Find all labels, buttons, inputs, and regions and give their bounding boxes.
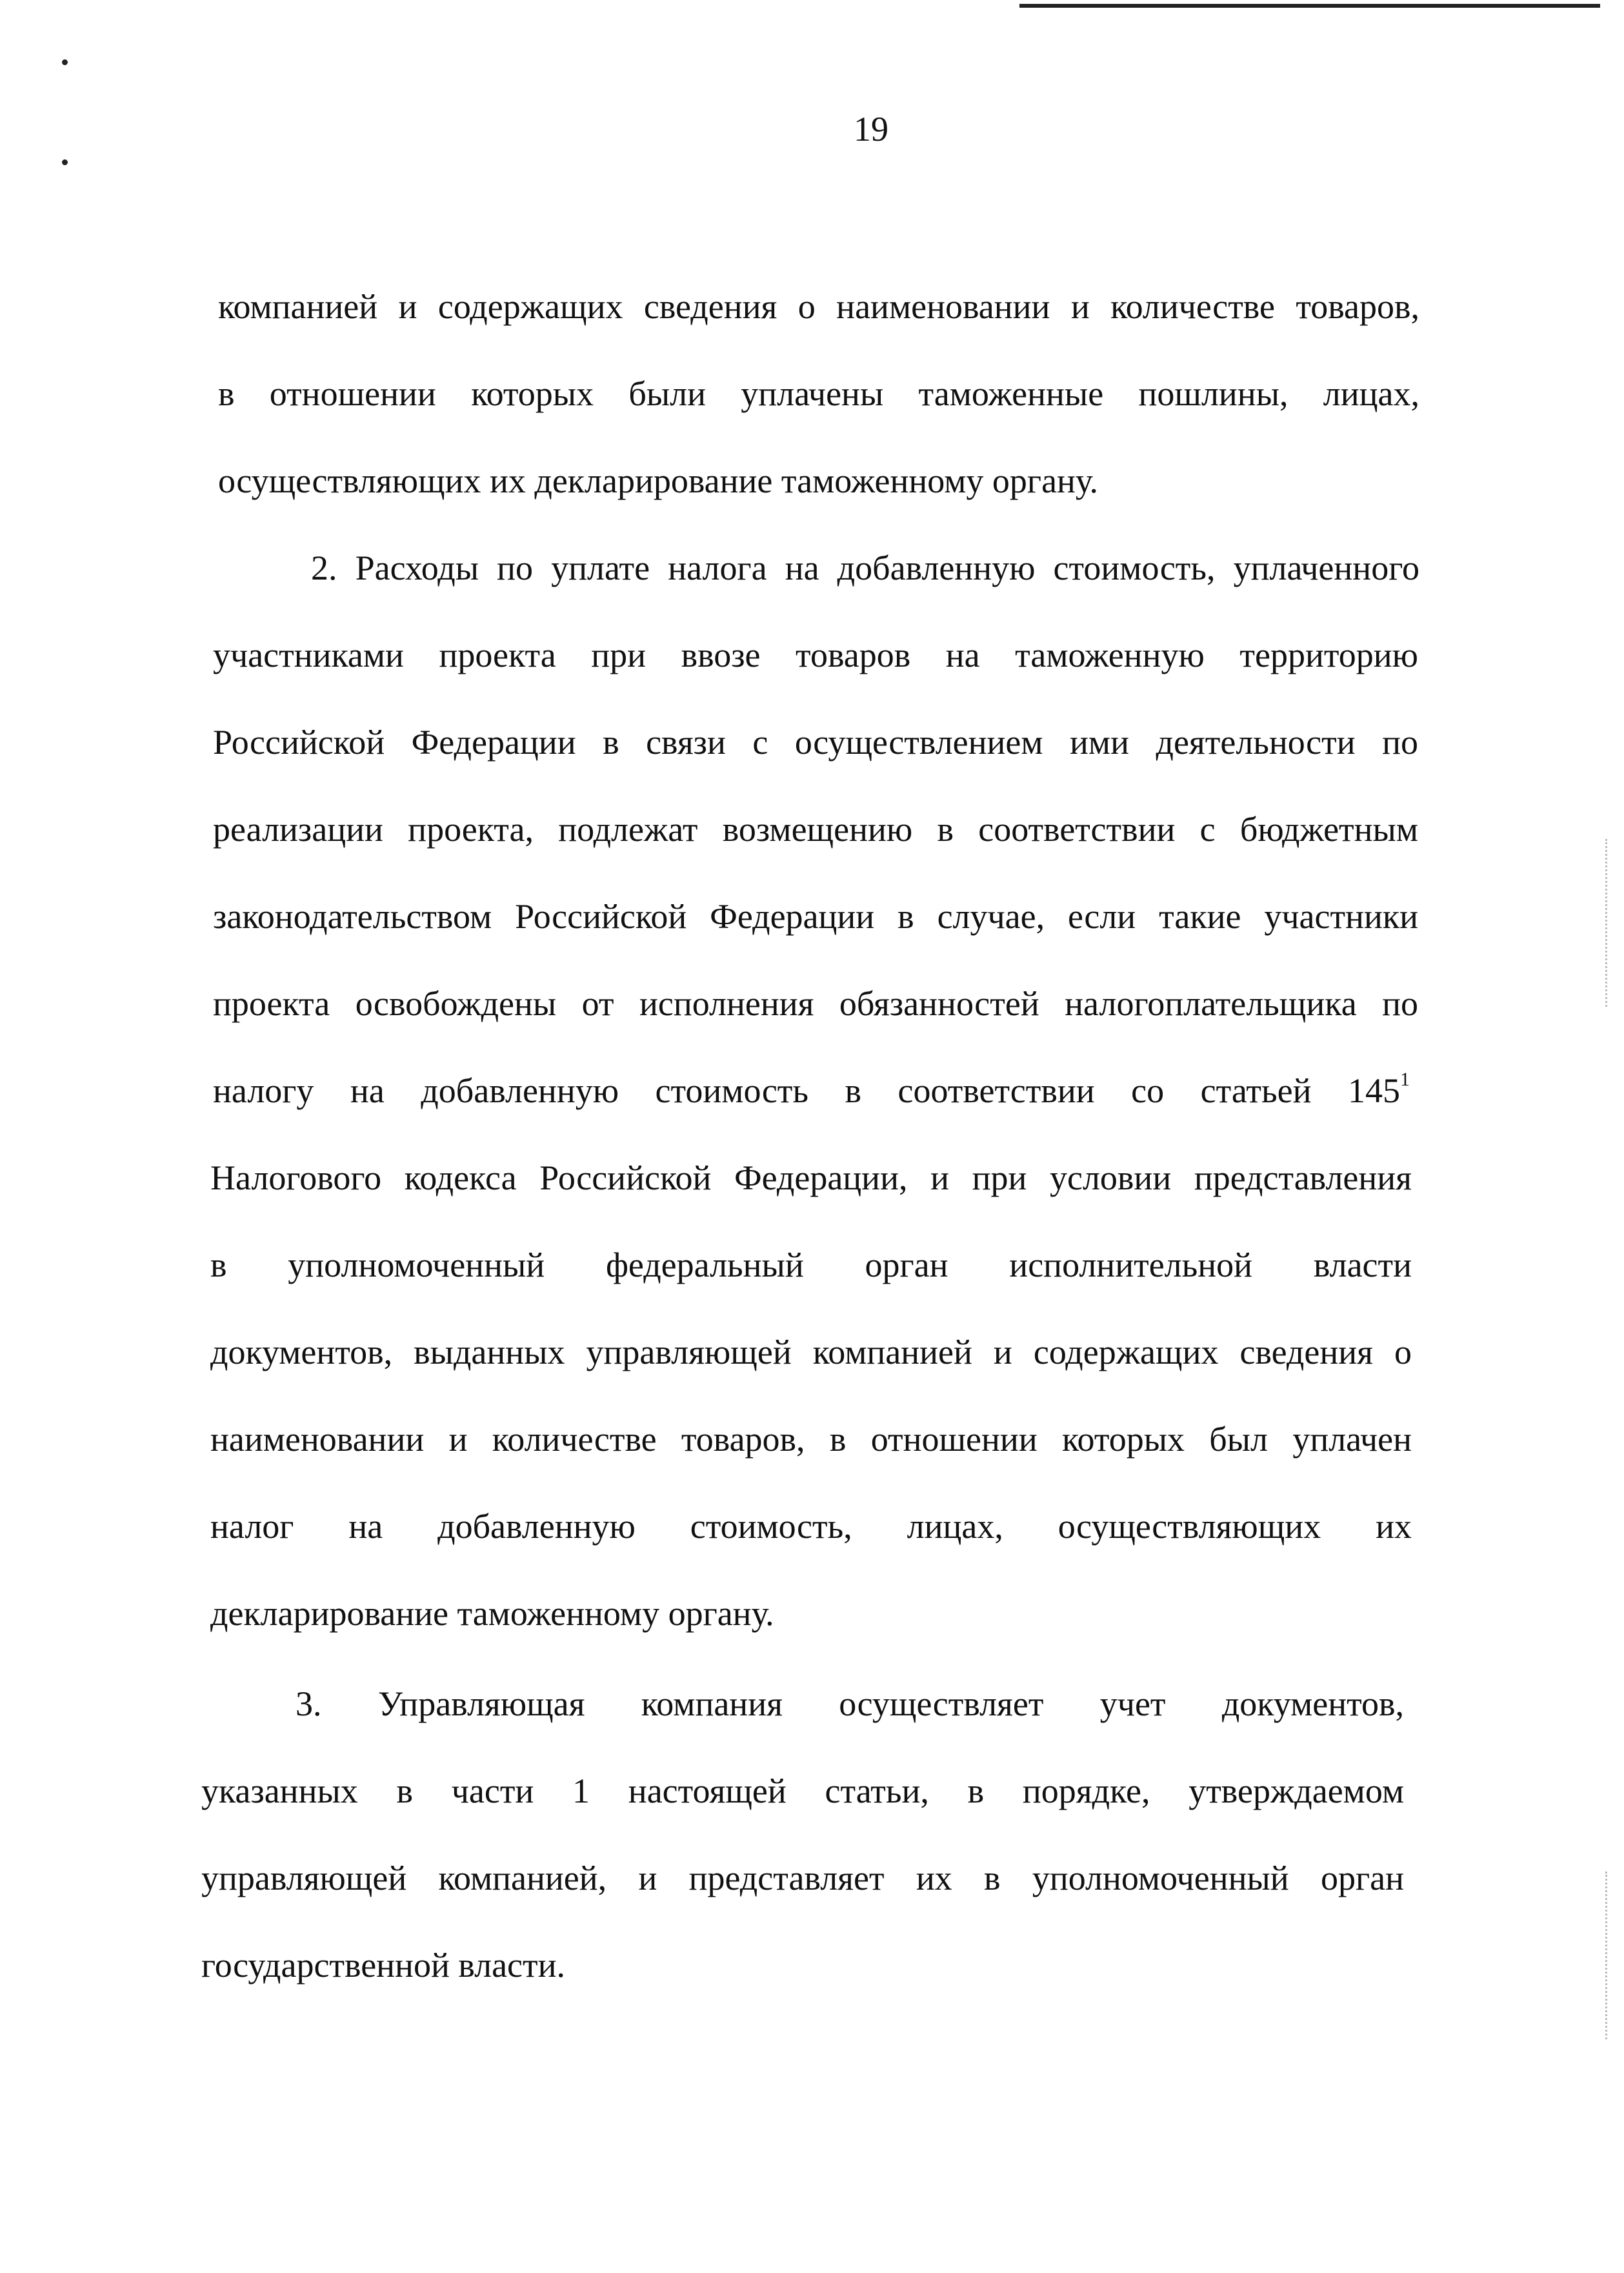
text-line: участниками проекта при ввозе товаров на таможенную территорию [213, 636, 1418, 674]
text-line [213, 1068, 1418, 1113]
scan-margin-mark [1605, 839, 1609, 1007]
page-number: 19 [854, 110, 888, 148]
text-line: 3. Управляющая компания осуществляет учет документов, [296, 1684, 1404, 1723]
text-line: Российской Федерации в связи с осуществлением ими деятельности по [213, 723, 1418, 762]
scan-dot [62, 59, 68, 65]
scan-dot [62, 159, 68, 165]
scan-margin-mark [1605, 1872, 1609, 2039]
text-line: проекта освобождены от исполнения обязанностей налогоплательщика по [213, 984, 1418, 1023]
text-line: указанных в части 1 настоящей статьи, в порядке, утверждаемом [201, 1772, 1404, 1810]
text-line: Налогового кодекса Российской Федерации, и при условии представления [210, 1158, 1412, 1197]
text-line: наименовании и количестве товаров, в отношении которых был уплачен [210, 1420, 1412, 1459]
text-line: 2. Расходы по уплате налога на добавленную стоимость, уплаченного [311, 549, 1419, 587]
text-line: осуществляющих их декларирование таможенному органу. [218, 461, 1099, 500]
text-line: государственной власти. [201, 1946, 566, 1985]
text-line: в отношении которых были уплачены таможенные пошлины, лицах, [218, 374, 1419, 413]
text-line: компанией и содержащих сведения о наименовании и количестве товаров, [218, 287, 1419, 326]
text-line-main: налогу на добавленную стоимость в соответствии со статьей 145 [213, 1071, 1400, 1110]
top-scan-rule [1019, 4, 1600, 8]
text-line: законодательством Российской Федерации в случае, если такие участники [213, 897, 1418, 936]
superscript: 1 [1400, 1069, 1410, 1090]
text-line: налог на добавленную стоимость, лицах, осуществляющих их [210, 1507, 1412, 1546]
text-line: документов, выданных управляющей компанией и содержащих сведения о [210, 1333, 1412, 1371]
text-line: реализации проекта, подлежат возмещению в соответствии с бюджетным [213, 810, 1418, 849]
text-line: декларирование таможенному органу. [210, 1594, 774, 1633]
text-line: управляющей компанией, и представляет их в уполномоченный орган [201, 1859, 1404, 1897]
text-line: в уполномоченный федеральный орган исполнительной власти [210, 1246, 1412, 1284]
